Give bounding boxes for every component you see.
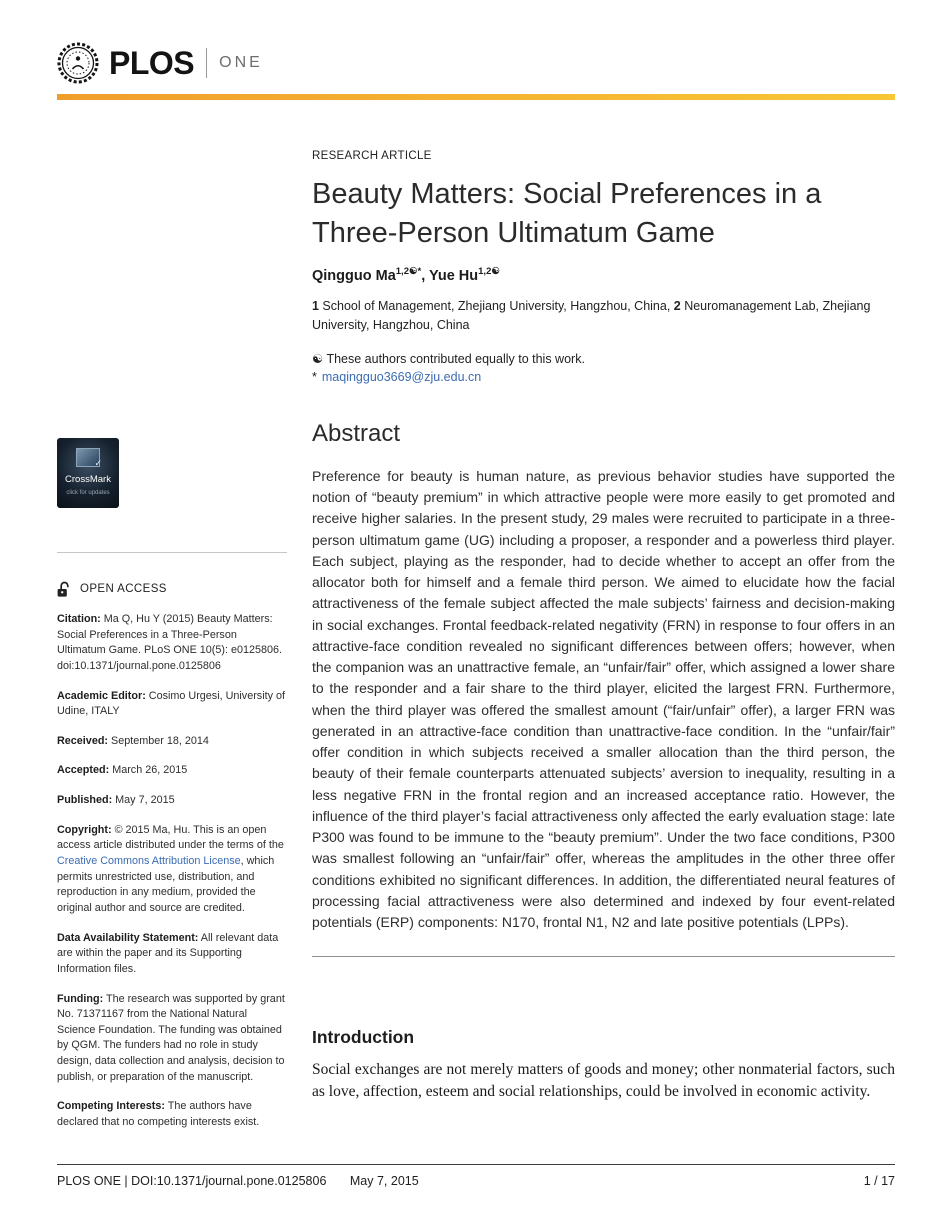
footer-row bbox=[57, 1174, 895, 1188]
crossmark-subtitle: click for updates bbox=[66, 490, 110, 497]
funding-text: The research was supported by grant No. 71371167 from the National Natural Science Foundation. The funding was obtained by QGM. The funders had no role in study design, data collection and analysis, decision to publish, or preparation of the manuscript. bbox=[57, 992, 285, 1083]
data-availability-text: All relevant data are within the paper and its Supporting Information files. bbox=[57, 931, 279, 975]
published-label: Published: bbox=[57, 794, 113, 807]
citation-block bbox=[57, 612, 287, 675]
funding-label: Funding: bbox=[57, 992, 104, 1005]
article-main bbox=[287, 100, 895, 1103]
footer-divider bbox=[57, 1164, 895, 1165]
sidebar bbox=[57, 100, 287, 1131]
received-text: September 18, 2014 bbox=[108, 734, 209, 747]
accepted-text: March 26, 2015 bbox=[109, 764, 188, 777]
citation-label: Citation: bbox=[57, 613, 101, 625]
accepted-block bbox=[57, 763, 287, 779]
affiliation-2-text: Neuromanagement Lab, Zhejiang University, Hangzhou, China bbox=[312, 298, 871, 333]
affiliation-1-number: 1 bbox=[312, 298, 319, 313]
affiliation-2-number: 2 bbox=[673, 298, 681, 313]
received-block bbox=[57, 734, 287, 750]
copyright-block bbox=[57, 823, 287, 917]
affiliations bbox=[312, 297, 895, 336]
header bbox=[0, 0, 952, 100]
corresponding-author-marker: * bbox=[312, 369, 317, 384]
data-availability-block bbox=[57, 931, 287, 978]
academic-editor-label: Academic Editor: bbox=[57, 689, 146, 702]
author-1-affiliation-marks: 1,2☯* bbox=[395, 266, 422, 278]
cc-license-link[interactable]: Creative Commons Attribution License bbox=[57, 855, 241, 868]
published-text: May 7, 2015 bbox=[112, 794, 175, 807]
author-2-affiliation-marks: 1,2☯ bbox=[478, 266, 500, 278]
crossmark-title: CrossMark bbox=[65, 474, 111, 486]
corresponding-email-line bbox=[312, 370, 895, 384]
page-footer bbox=[57, 1164, 895, 1188]
open-lock-icon bbox=[57, 581, 72, 598]
author-2-name: Yue Hu bbox=[428, 267, 479, 284]
published-block bbox=[57, 793, 287, 809]
introduction-text: Social exchanges are not merely matters of goods and money; other nonmaterial factors, such as love, affection, esteem and social relationships, could be involved in economic activity. bbox=[312, 1060, 895, 1101]
article-type-kicker: RESEARCH ARTICLE bbox=[312, 150, 432, 162]
data-availability-label: Data Availability Statement: bbox=[57, 931, 199, 944]
introduction-heading: Introduction bbox=[312, 1026, 415, 1047]
plos-logo-text: PLOS bbox=[109, 44, 195, 81]
logo-divider bbox=[206, 48, 207, 78]
copyright-text-before: © 2015 Ma, Hu. This is an open access article distributed under the terms of the bbox=[57, 823, 284, 852]
footer-journal-doi: PLOS ONE | DOI:10.1371/journal.pone.0125806 bbox=[57, 1174, 327, 1188]
open-access-label: OPEN ACCESS bbox=[80, 583, 167, 596]
footer-left bbox=[57, 1174, 419, 1188]
open-access-badge bbox=[57, 581, 287, 598]
sidebar-divider bbox=[57, 552, 287, 553]
abstract-divider bbox=[312, 956, 895, 957]
authors-line bbox=[312, 266, 895, 284]
crossmark-badge[interactable] bbox=[57, 438, 119, 508]
plos-one-text: ONE bbox=[219, 54, 263, 71]
funding-block bbox=[57, 992, 287, 1086]
crossmark-icon bbox=[76, 448, 100, 467]
footer-date: May 7, 2015 bbox=[349, 1174, 419, 1188]
corresponding-email-link[interactable]: maqingguo3669@zju.edu.cn bbox=[321, 369, 482, 384]
received-label: Received: bbox=[57, 734, 109, 747]
equal-contribution-note: ☯ These authors contributed equally to this work. bbox=[312, 351, 585, 366]
accepted-label: Accepted: bbox=[57, 764, 110, 777]
authors-separator: , bbox=[421, 267, 429, 284]
competing-interests-label: Competing Interests: bbox=[57, 1100, 165, 1113]
author-1-name: Qingguo Ma bbox=[312, 267, 396, 284]
copyright-text-after: , which permits unrestricted use, distribution, and reproduction in any medium, provided the original author and source are credited. bbox=[57, 855, 275, 914]
content bbox=[0, 100, 952, 1131]
plos-seal-icon bbox=[57, 42, 99, 84]
abstract-text: Preference for beauty is human nature, as previous behavior studies have supported the notion of “beauty premium” in which attractive people were more easily to get promoted and receive higher salaries. In the present study, 29 males were recruited to participate in a three-person ultimatum game (UG) including a proposer, a responder and a powerless third player. Each subject, playing as the responder, had to decide whether to accept an offer from the allocator both for himself and a female third person. We aimed to elucidate how the facial attractiveness of the female subject affected the male subjects’ fairness and decision-making in social exchanges. Frontal feedback-related negativity (FRN) in response to four offers in an attractive-face condition revealed no significant differences between offers; however, when the companion was an unattractive female, an “unfair/fair” offer, which assigned a lower share to the responder and a fair share to the third player, elicited the largest FRN. Furthermore, when the third player was offered the smallest amount (“fair/unfair” offer), a larger FRN was generated in an attractive-face condition than unattractive-face condition. In the “unfair/fair” offer condition in which subjects received a smaller allocation than the third person, the beauty of their female counterparts attenuated subjects’ aversion to inequality, resulting in a less negative FRN in the frontal region and an increased acceptance ratio. However, the influence of the third player’s facial attractiveness only affected the early evaluation stage: late P300 was found to be immune to the “beauty premium”. Under the two face conditions, P300 was smallest following an “unfair/fair” offer, whereas the amplitudes in the other three offer conditions exhibited no significant differences. In addition, the differentiated neural features of processing facial attractiveness were also determined and indexed by four event-related potentials (ERP) components: N170, frontal N1, N2 and late positive potentials (LPPs). bbox=[312, 467, 895, 931]
footer-page-number: 1 / 17 bbox=[863, 1174, 895, 1188]
affiliation-1-text: School of Management, Zhejiang University, Hangzhou, China, bbox=[318, 298, 674, 313]
citation-text: Ma Q, Hu Y (2015) Beauty Matters: Social Preferences in a Three-Person Ultimatum Game. PLoS ONE 10(5): e0125806. doi:10.1371/journal.pone.0125806 bbox=[57, 613, 283, 672]
plos-logo bbox=[57, 40, 895, 86]
copyright-label: Copyright: bbox=[57, 823, 112, 836]
academic-editor-block bbox=[57, 689, 287, 720]
competing-interests-block bbox=[57, 1099, 287, 1130]
competing-interests-text: The authors have declared that no competing interests exist. bbox=[57, 1100, 260, 1129]
article-title: Beauty Matters: Social Preferences in a Three-Person Ultimatum Game bbox=[312, 178, 822, 249]
academic-editor-text: Cosimo Urgesi, University of Udine, ITALY bbox=[57, 689, 285, 718]
abstract-heading: Abstract bbox=[312, 419, 401, 447]
